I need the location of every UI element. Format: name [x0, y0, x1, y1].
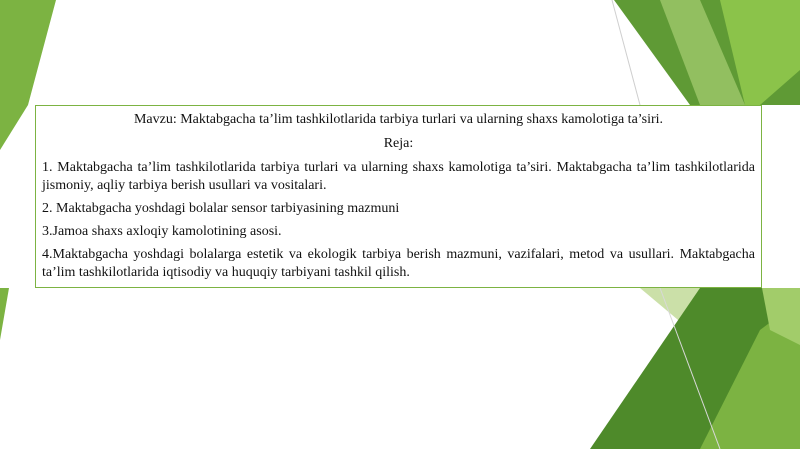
plan-item-3: 3.Jamoa shaxs axloqiy kamolotining asosi.	[42, 224, 282, 239]
plan-label: Reja:	[383, 136, 414, 151]
plan-item-2: 2. Maktabgacha yoshdagi bolalar sensor tarbiyasining mazmuni	[42, 201, 400, 216]
plan-item-4: 4.Maktabgacha yoshdagi bolalarga estetik va ekologik tarbiya berish mazmuni, vazifalari, metod va usullari. Maktabgacha ta’lim tashkilotlarida iqtisodiy va huquqiy tarbiyani tashkil qilish.	[42, 247, 755, 280]
plan-item-1: 1. Maktabgacha ta’lim tashkilotlarida tarbiya turlari va ularning shaxs kamolotiga ta’siri. Maktabgacha ta’lim tashkilotlarida jismoniy, aqliy tarbiya berish usullari va vositalari.	[42, 160, 755, 193]
topic-heading: Mavzu: Maktabgacha ta’lim tashkilotlarida tarbiya turlari va ularning shaxs kamolotiga ta’siri.	[133, 112, 664, 127]
left-green-wedge-lower	[0, 288, 9, 340]
content-box	[35, 105, 762, 288]
